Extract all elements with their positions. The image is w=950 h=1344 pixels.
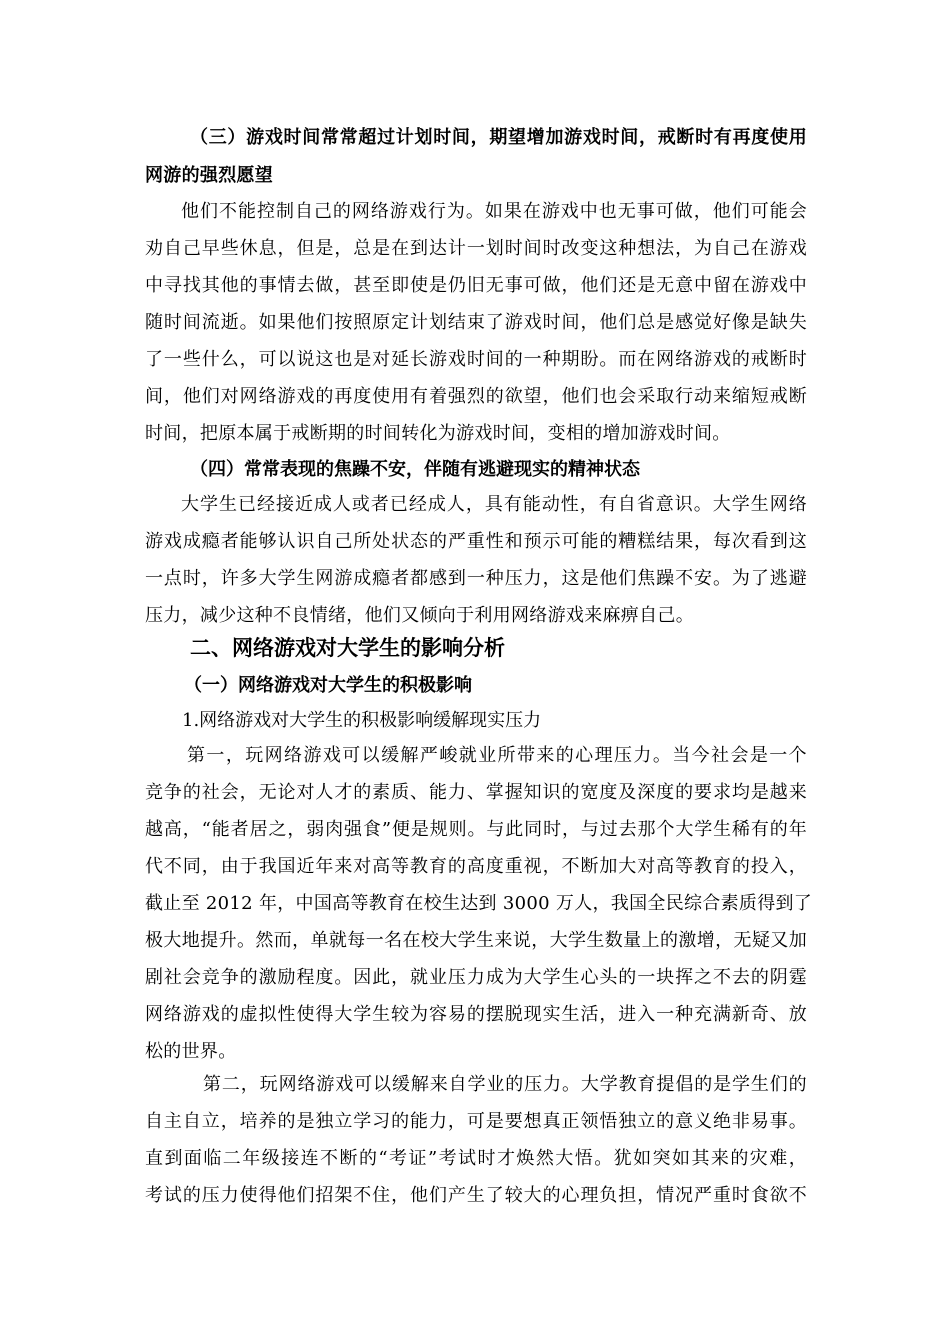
subsection-heading bbox=[184, 673, 846, 699]
paragraph-line: 网络游戏的虚拟性使得大学生较为容易的摆脱现实生活，进入一种充满新奇、放 bbox=[145, 1004, 807, 1025]
paragraph-line: 自主自立，培养的是独立学习的能力，可是要想真正领悟独立的意义绝非易事。 bbox=[145, 1111, 807, 1132]
paragraph-line: 随时间流逝。如果他们按照原定计划结束了游戏时间，他们总是感觉好像是缺失 bbox=[145, 312, 807, 333]
paragraph-line: 松的世界。 bbox=[145, 1041, 237, 1062]
section-heading-4 bbox=[190, 457, 852, 483]
paragraph-line: 代不同，由于我国近年来对高等教育的高度重视，不断加大对高等教育的投入， bbox=[145, 856, 807, 877]
paragraph-line: 间，他们对网络游戏的再度使用有着强烈的欲望，他们也会采取行动来缩短戒断 bbox=[145, 386, 807, 407]
heading-text: （一）网络游戏对大学生的积极影响 bbox=[184, 675, 472, 696]
paragraph-line: 越高，“能者居之，弱肉强食”便是规则。与此同时，与过去那个大学生稀有的年 bbox=[145, 819, 807, 840]
heading-text: （四）常常表现的焦躁不安，伴随有逃避现实的精神状态 bbox=[190, 459, 640, 480]
paragraph-line: 劝自己早些休息，但是，总是在到达计一划时间时改变这种想法，为自己在游戏 bbox=[145, 238, 807, 259]
section-heading-3 bbox=[190, 125, 807, 151]
heading-line: 网游的强烈愿望 bbox=[145, 165, 274, 186]
paragraph-section4 bbox=[145, 492, 807, 629]
paragraph-line: 压力，减少这种不良情绪，他们又倾向于利用网络游戏来麻痹自己。 bbox=[145, 605, 694, 626]
paragraph-line: 竞争的社会，无论对人才的素质、能力、掌握知识的宽度及深度的要求均是越来 bbox=[145, 782, 807, 803]
heading-line: （三）游戏时间常常超过计划时间，期望增加游戏时间，戒断时有再度使用 bbox=[190, 127, 807, 148]
paragraph-line: 极大地提升。然而，单就每一名在校大学生来说，大学生数量上的激增，无疑又加 bbox=[145, 930, 807, 951]
paragraph-second bbox=[145, 1072, 807, 1209]
paragraph-line: 直到面临二年级接连不断的“考证”考试时才焕然大悟。犹如突如其来的灾难， bbox=[145, 1148, 807, 1169]
heading-text: 二、网络游戏对大学生的影响分析 bbox=[190, 636, 505, 660]
paragraph-line: 中寻找其他的事情去做，甚至即使是仍旧无事可做，他们还是无意中留在游戏中 bbox=[145, 275, 807, 296]
paragraph-line: 截止至 2012 年，中国高等教育在校生达到 3000 万人，我国全民综合素质得到了 bbox=[145, 893, 813, 914]
chapter-heading bbox=[190, 633, 852, 663]
paragraph-section3 bbox=[145, 199, 807, 447]
paragraph-line: 了一些什么，可以说这也是对延长游戏时间的一种期盼。而在网络游戏的戒断时 bbox=[145, 349, 807, 370]
list-item-heading bbox=[182, 708, 844, 734]
paragraph-line: 剧社会竞争的激励程度。因此，就业压力成为大学生心头的一块挥之不去的阴霆 bbox=[145, 967, 807, 988]
paragraph-line: 大学生已经接近成人或者已经成人，具有能动性，有自省意识。大学生网络 bbox=[181, 494, 807, 515]
paragraph-line: 时间，把原本属于戒断期的时间转化为游戏时间，变相的增加游戏时间。 bbox=[145, 423, 731, 444]
item-text: 1.网络游戏对大学生的积极影响缓解现实压力 bbox=[182, 710, 542, 731]
paragraph-line: 第一，玩网络游戏可以缓解严峻就业所带来的心理压力。当今社会是一个 bbox=[187, 745, 807, 766]
paragraph-first bbox=[145, 743, 813, 1065]
paragraph-line: 一点时，许多大学生网游成瘾者都感到一种压力，这是他们焦躁不安。为了逃避 bbox=[145, 568, 807, 589]
paragraph-line: 他们不能控制自己的网络游戏行为。如果在游戏中也无事可做，他们可能会 bbox=[181, 201, 807, 222]
paragraph-line: 游戏成瘾者能够认识自己所处状态的严重性和预示可能的糟糕结果，每次看到这 bbox=[145, 531, 807, 552]
paragraph-line: 考试的压力使得他们招架不住，他们产生了较大的心理负担，情况严重时食欲不 bbox=[145, 1185, 807, 1206]
paragraph-line: 第二，玩网络游戏可以缓解来自学业的压力。大学教育提倡的是学生们的 bbox=[203, 1074, 807, 1095]
section-heading-3-cont bbox=[145, 163, 807, 189]
